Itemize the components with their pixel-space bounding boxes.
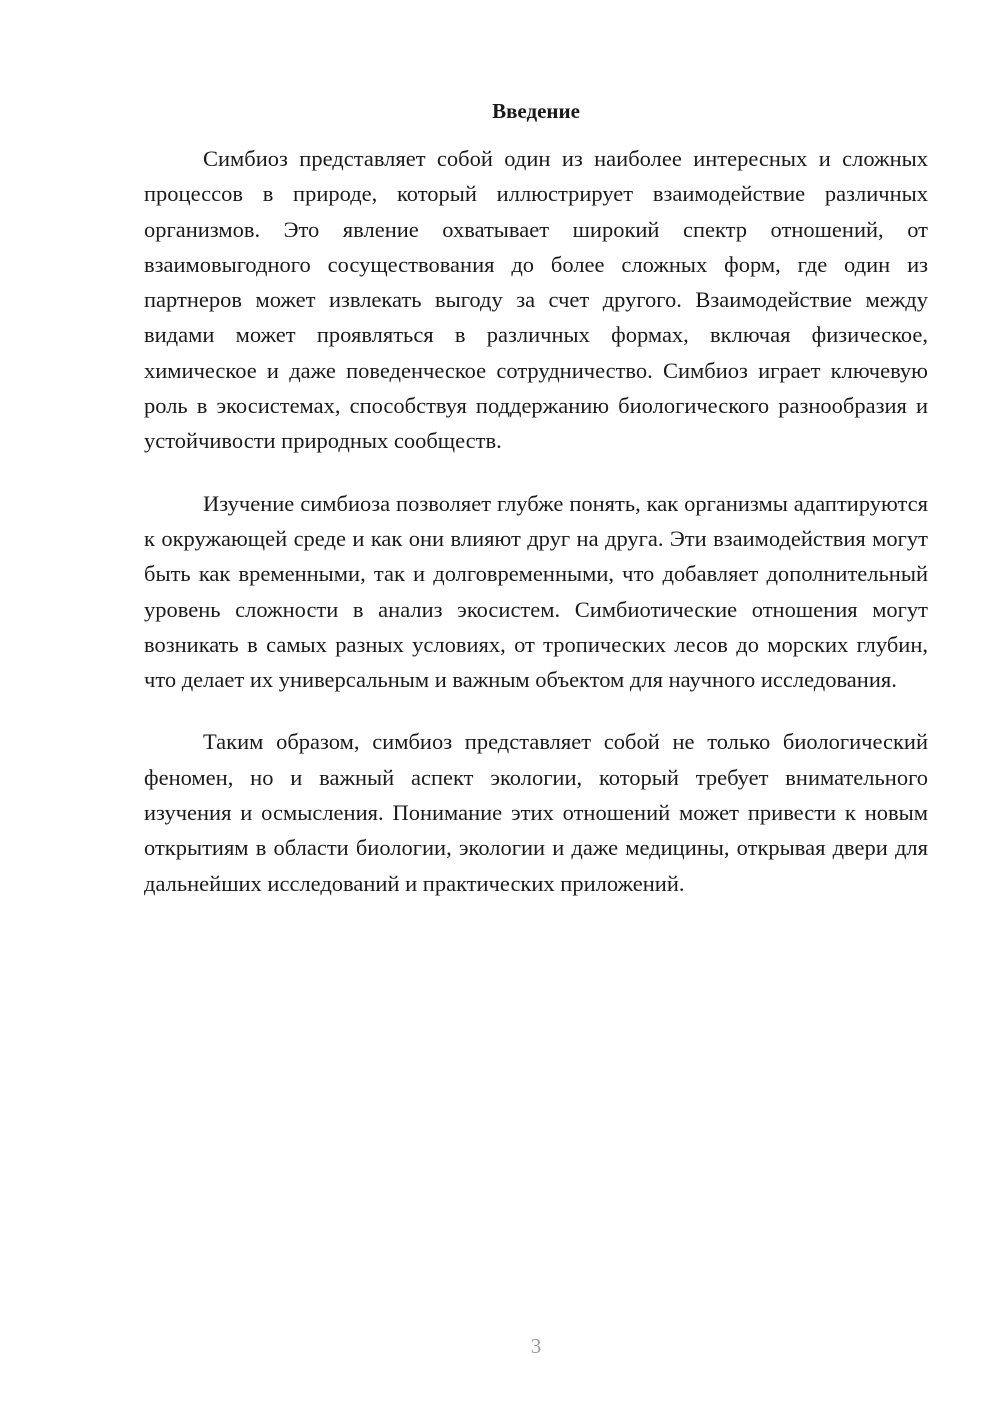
paragraph-1: Симбиоз представляет собой один из наиболее интересных и сложных процессов в природе, который иллюстрирует взаимодействие различных организмов. Это явление охватывает широкий спектр отношений, от взаимовыгодного сосуществования до более сложных форм, где один из партнеров может извлекать выгоду за счет другого. Взаимодействие между видами может проявляться в различных формах, включая физическое, химическое и даже поведенческое сотрудничество. Симбиоз играет ключевую роль в экосистемах, способствуя поддержанию биологического разнообразия и устойчивости природных сообществ. bbox=[144, 146, 928, 454]
page-number: 3 bbox=[530, 1334, 542, 1358]
paragraph-3: Таким образом, симбиоз представляет собой не только биологический феномен, но и важный аспект экологии, который требует внимательного изучения и осмысления. Понимание этих отношений может привести к новым открытиям в области биологии, экологии и даже медицины, открывая двери для дальнейших исследований и практических приложений. bbox=[144, 729, 928, 896]
paragraph-2: Изучение симбиоза позволяет глубже понять, как организмы адаптируются к окружающей среде и как они влияют друг на друга. Эти взаимодействия могут быть как временными, так и долговременными, что добавляет дополнительный уровень сложности в анализ экосистем. Симбиотические отношения могут возникать в самых разных условиях, от тропических лесов до морских глубин, что делает их универсальным и важным объектом для научного исследования. bbox=[144, 490, 928, 693]
body-text bbox=[144, 141, 928, 928]
section-heading: Введение bbox=[492, 99, 580, 123]
